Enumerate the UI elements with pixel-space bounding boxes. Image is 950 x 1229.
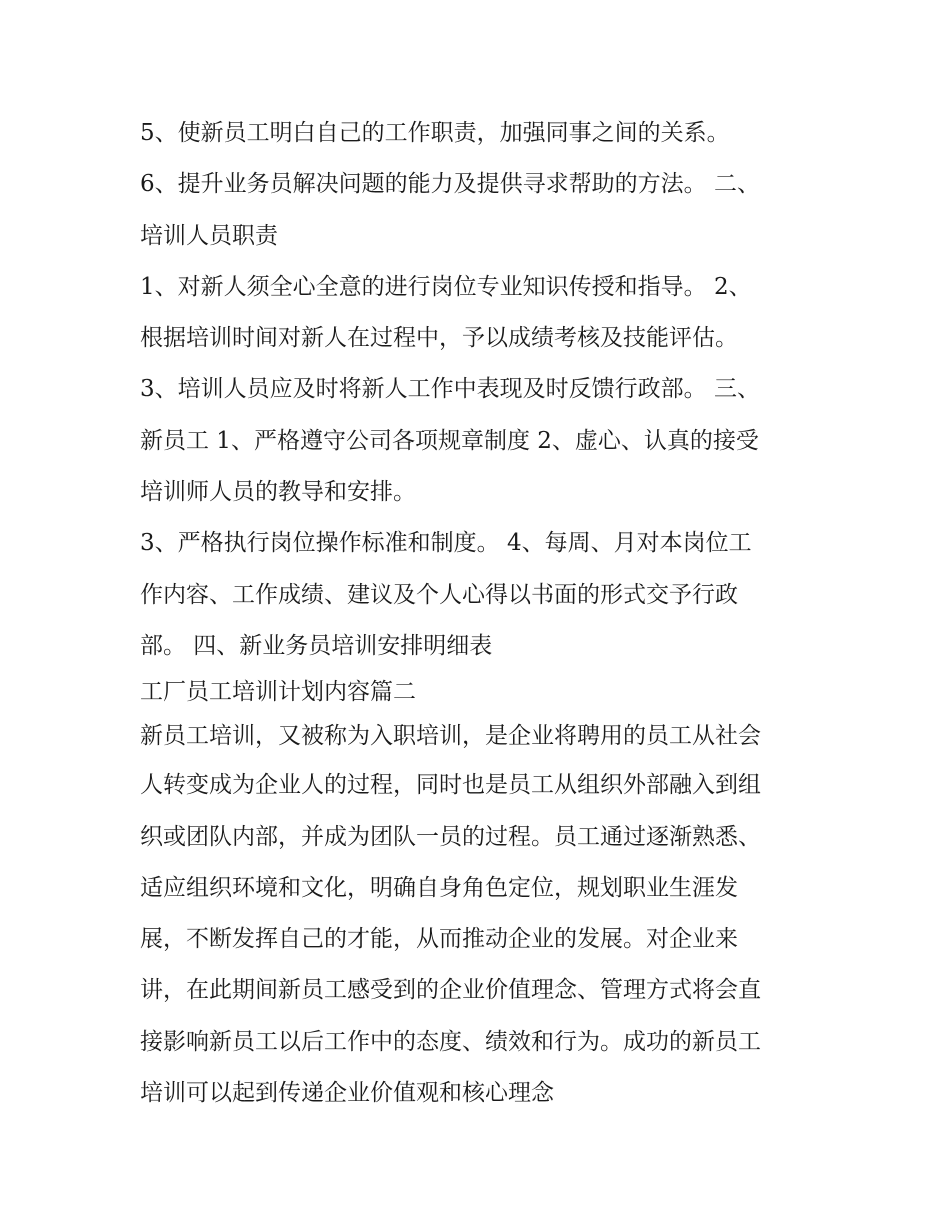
- text-line: 人转变成为企业人的过程，同时也是员工从组织外部融入到组: [140, 772, 761, 799]
- text-line: 新员工培训，又被称为入职培训，是企业将聘用的员工从社会: [140, 723, 761, 750]
- text-line: 讲，在此期间新员工感受到的企业价值理念、管理方式将会直: [140, 977, 761, 1004]
- text-line: 作内容、工作成绩、建议及个人心得以书面的形式交予行政: [140, 581, 738, 608]
- text-line: 适应组织环境和文化，明确自身角色定位，规划职业生涯发: [140, 874, 738, 901]
- text-line: 6、提升业务员解决问题的能力及提供寻求帮助的方法。 二、: [140, 171, 760, 198]
- text-line: 培训师人员的教导和安排。: [140, 479, 416, 506]
- text-line: 新员工 1、严格遵守公司各项规章制度 2、虚心、认真的接受: [140, 427, 759, 454]
- text-line: 接影响新员工以后工作中的态度、绩效和行为。成功的新员工: [140, 1028, 761, 1055]
- text-line: 5、使新员工明白自己的工作职责，加强同事之间的关系。: [140, 120, 730, 146]
- text-line: 部。 四、新业务员培训安排明细表: [140, 632, 493, 659]
- text-line: 培训人员职责: [140, 222, 278, 249]
- text-line: 培训可以起到传递企业价值观和核心理念: [140, 1080, 554, 1107]
- text-line: 根据培训时间对新人在过程中，予以成绩考核及技能评估。: [140, 325, 738, 352]
- text-line: 展，不断发挥自己的才能，从而推动企业的发展。对企业来: [140, 926, 738, 953]
- document-body: [140, 108, 840, 1119]
- section-heading: 工厂员工培训计划内容篇二: [140, 679, 416, 706]
- text-line: 织或团队内部，并成为团队一员的过程。员工通过逐渐熟悉、: [140, 823, 761, 850]
- text-line: 3、培训人员应及时将新人工作中表现及时反馈行政部。 三、: [140, 376, 760, 403]
- text-line: 1、对新人须全心全意的进行岗位专业知识传授和指导。 2、: [140, 273, 752, 300]
- text-line: 3、严格执行岗位操作标准和制度。 4、每周、月对本岗位工: [140, 530, 752, 557]
